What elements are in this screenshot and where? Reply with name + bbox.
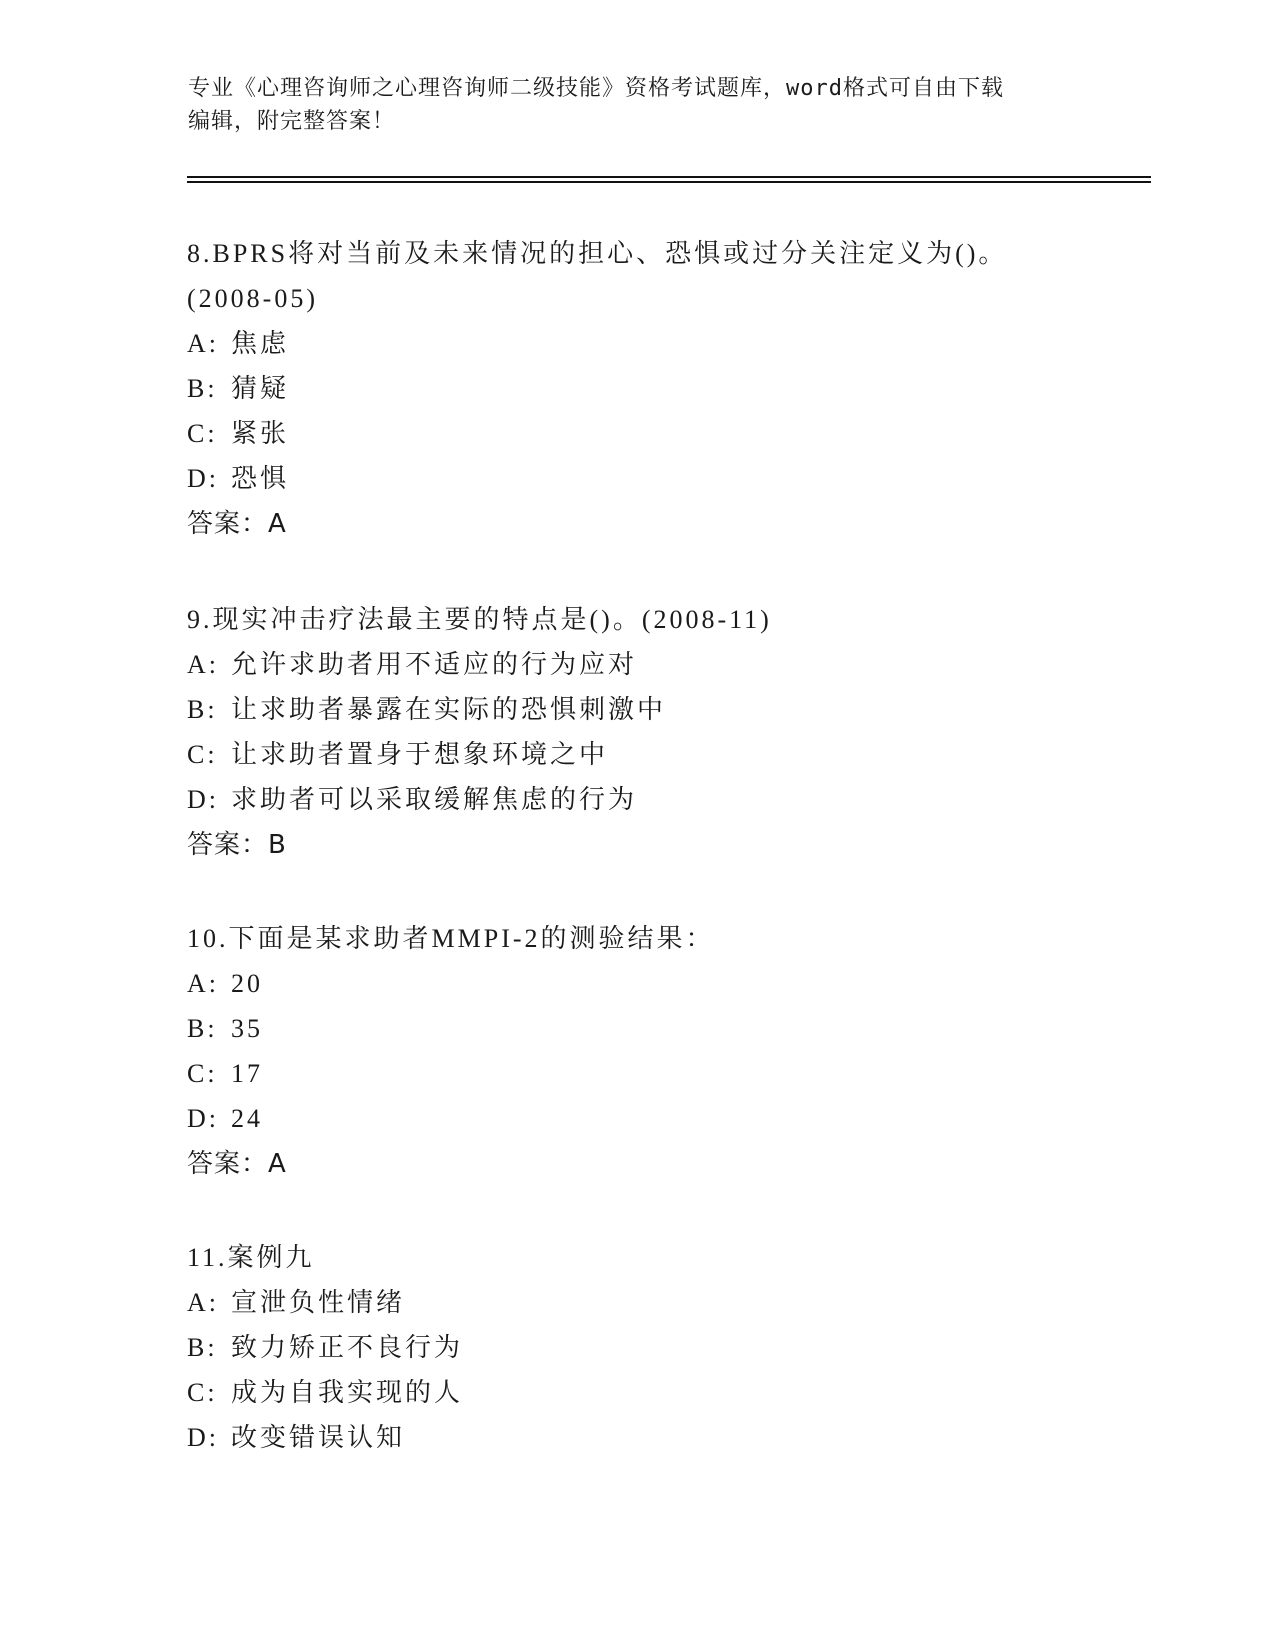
option-c [187,1051,1147,1096]
option-text: 恐惧 [231,464,290,493]
option-text: 致力矫正不良行为 [231,1333,464,1362]
document-header [188,72,1068,138]
option-d [187,1096,1147,1141]
question-stem: 9.现实冲击疗法最主要的特点是()。(2008-11) [187,605,772,634]
option-label: D: [187,464,219,493]
option-text: 求助者可以采取缓解焦虑的行为 [231,785,638,814]
option-text: 宣泄负性情绪 [231,1288,406,1317]
option-text: 猜疑 [231,374,290,403]
option-label: C: [187,740,218,769]
option-a [187,1280,1147,1325]
question-stem: 11.案例九 [187,1243,315,1272]
option-d [187,777,1147,822]
option-label: A: [187,329,219,358]
option-b [187,1006,1147,1051]
option-text: 紧张 [231,419,290,448]
option-label: B: [187,1333,218,1362]
option-label: C: [187,419,218,448]
question-stem: 8.BPRS将对当前及未来情况的担心、恐惧或过分关注定义为()。 [187,239,1008,268]
option-text: 让求助者置身于想象环境之中 [231,740,609,769]
question-10 [187,916,1147,1187]
option-label: B: [187,695,218,724]
option-label: A: [187,650,219,679]
option-label: D: [187,785,219,814]
option-d [187,1415,1147,1460]
option-a [187,642,1147,687]
option-text: 17 [231,1059,263,1088]
option-label: C: [187,1059,218,1088]
header-divider-bottom [187,181,1151,183]
option-text: 20 [231,969,263,998]
option-b [187,1325,1147,1370]
answer-line: 答案：A [187,1149,287,1179]
option-text: 24 [231,1104,263,1133]
option-label: A: [187,1288,219,1317]
option-label: B: [187,374,218,403]
question-11 [187,1235,1147,1460]
option-text: 改变错误认知 [231,1423,406,1452]
header-line-2: 编辑，附完整答案！ [188,109,396,134]
answer-line: 答案：B [187,830,287,860]
option-b [187,366,1147,411]
option-text: 焦虑 [231,329,290,358]
option-label: C: [187,1378,218,1407]
option-c [187,1370,1147,1415]
option-a [187,321,1147,366]
option-label: D: [187,1423,219,1452]
question-stem: 10.下面是某求助者MMPI-2的测验结果： [187,924,715,953]
option-b [187,687,1147,732]
option-label: A: [187,969,219,998]
option-c [187,732,1147,777]
option-c [187,411,1147,456]
option-text: 成为自我实现的人 [231,1378,464,1407]
header-divider-top [187,176,1151,178]
option-a [187,961,1147,1006]
option-text: 允许求助者用不适应的行为应对 [231,650,638,679]
option-label: D: [187,1104,219,1133]
option-text: 35 [231,1014,263,1043]
option-text: 让求助者暴露在实际的恐惧刺激中 [231,695,667,724]
question-stem-date: (2008-05) [187,284,318,313]
option-label: B: [187,1014,218,1043]
question-8 [187,231,1147,547]
option-d [187,456,1147,501]
question-9 [187,597,1147,868]
answer-line: 答案：A [187,509,287,539]
header-line-1: 专业《心理咨询师之心理咨询师二级技能》资格考试题库，word格式可自由下载 [188,76,1004,101]
